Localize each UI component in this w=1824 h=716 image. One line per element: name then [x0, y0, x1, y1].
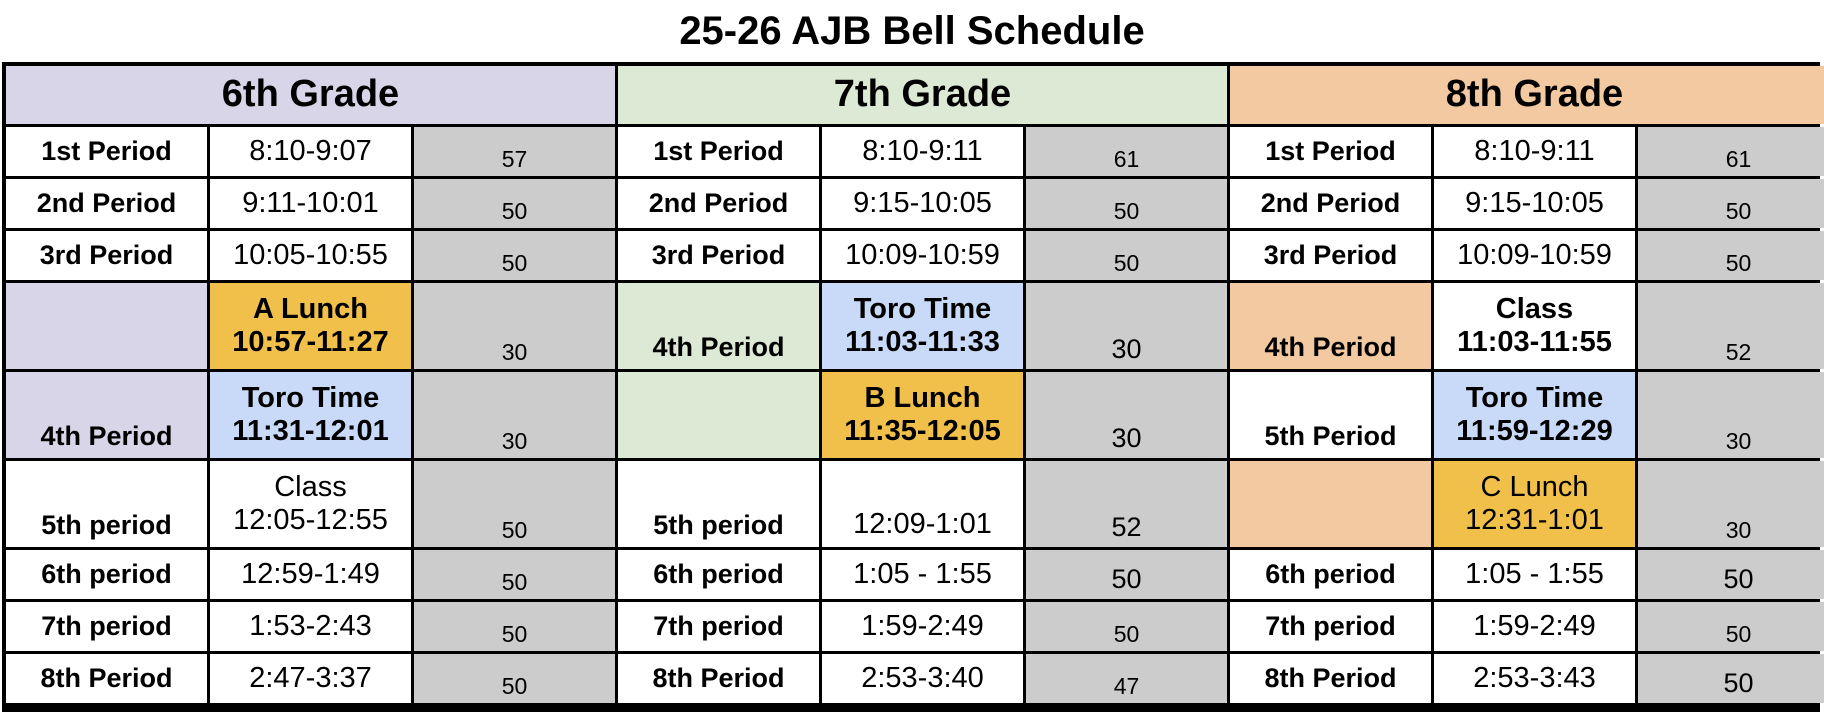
period-label: 7th period — [6, 602, 207, 651]
period-label: 2nd Period — [6, 179, 207, 228]
period-minutes: 30 — [1026, 283, 1227, 369]
grade-header-6th: 6th Grade — [6, 66, 615, 124]
block-time: 11:59-12:29 — [1456, 415, 1613, 447]
block-name: Class — [274, 470, 347, 503]
period-minutes: 30 — [1638, 461, 1824, 547]
period-minutes: 47 — [1026, 654, 1227, 703]
period-time: 2:53-3:43 — [1434, 654, 1635, 703]
period-label: 8th Period — [1230, 654, 1431, 703]
period-label: 5th period — [618, 461, 819, 547]
period-minutes: 50 — [1638, 602, 1824, 651]
block-time: 11:35-12:05 — [844, 415, 1001, 447]
period-label: 1st Period — [6, 127, 207, 176]
period-label — [1230, 461, 1431, 547]
schedule-grid — [2, 62, 1820, 712]
block-time: 11:31-12:01 — [232, 415, 389, 447]
period-minutes: 52 — [1026, 461, 1227, 547]
period-minutes: 50 — [1638, 550, 1824, 599]
period-label: 3rd Period — [618, 231, 819, 280]
block-name: Class — [1495, 292, 1574, 325]
toro-time-block — [822, 283, 1023, 369]
class-block — [210, 461, 411, 547]
period-minutes: 30 — [1026, 372, 1227, 458]
period-minutes: 61 — [1026, 127, 1227, 176]
period-minutes: 30 — [1638, 372, 1824, 458]
period-time: 9:15-10:05 — [822, 179, 1023, 228]
block-time: 11:03-11:55 — [1457, 326, 1612, 358]
period-minutes: 50 — [414, 654, 615, 703]
toro-time-block — [1434, 372, 1635, 458]
period-minutes: 50 — [1638, 231, 1824, 280]
period-label: 2nd Period — [1230, 179, 1431, 228]
block-name: Toro Time — [241, 381, 380, 414]
lunch-block — [822, 372, 1023, 458]
period-label: 5th period — [6, 461, 207, 547]
block-time: 10:57-11:27 — [232, 326, 389, 358]
block-name: Toro Time — [1465, 381, 1604, 414]
period-time: 2:53-3:40 — [822, 654, 1023, 703]
period-label: 6th period — [1230, 550, 1431, 599]
period-time: 8:10-9:11 — [1434, 127, 1635, 176]
page-title: 25-26 AJB Bell Schedule — [679, 8, 1145, 53]
period-time: 12:09-1:01 — [822, 461, 1023, 547]
period-time: 12:59-1:49 — [210, 550, 411, 599]
period-minutes: 50 — [1638, 654, 1824, 703]
period-label: 4th Period — [618, 283, 819, 369]
period-time: 1:05 - 1:55 — [1434, 550, 1635, 599]
period-label: 4th Period — [6, 372, 207, 458]
period-label: 7th period — [1230, 602, 1431, 651]
period-minutes: 50 — [1026, 550, 1227, 599]
period-label: 3rd Period — [6, 231, 207, 280]
period-label: 4th Period — [1230, 283, 1431, 369]
period-label — [6, 283, 207, 369]
period-label: 6th period — [618, 550, 819, 599]
period-label: 3rd Period — [1230, 231, 1431, 280]
period-minutes: 50 — [414, 550, 615, 599]
period-label: 7th period — [618, 602, 819, 651]
block-name: C Lunch — [1480, 470, 1589, 503]
period-minutes: 50 — [1638, 179, 1824, 228]
period-time: 10:09-10:59 — [822, 231, 1023, 280]
period-label: 8th Period — [618, 654, 819, 703]
period-time: 8:10-9:07 — [210, 127, 411, 176]
period-time: 1:59-2:49 — [822, 602, 1023, 651]
period-minutes: 50 — [414, 231, 615, 280]
grade-header-8th: 8th Grade — [1230, 66, 1824, 124]
period-minutes: 30 — [414, 372, 615, 458]
period-minutes: 50 — [414, 602, 615, 651]
block-time: 11:03-11:33 — [845, 326, 1000, 358]
period-time: 10:09-10:59 — [1434, 231, 1635, 280]
period-label: 2nd Period — [618, 179, 819, 228]
class-block — [1434, 283, 1635, 369]
period-time: 9:11-10:01 — [210, 179, 411, 228]
period-label — [618, 372, 819, 458]
period-time: 8:10-9:11 — [822, 127, 1023, 176]
period-minutes: 50 — [1026, 602, 1227, 651]
period-label: 1st Period — [618, 127, 819, 176]
period-minutes: 50 — [1026, 231, 1227, 280]
period-minutes: 52 — [1638, 283, 1824, 369]
block-name: B Lunch — [864, 381, 981, 414]
lunch-block — [210, 283, 411, 369]
period-minutes: 57 — [414, 127, 615, 176]
block-name: Toro Time — [853, 292, 992, 325]
period-label: 1st Period — [1230, 127, 1431, 176]
period-minutes: 50 — [414, 179, 615, 228]
block-name: A Lunch — [253, 292, 368, 325]
grade-header-7th: 7th Grade — [618, 66, 1227, 124]
period-minutes: 50 — [414, 461, 615, 547]
period-minutes: 30 — [414, 283, 615, 369]
period-time: 1:53-2:43 — [210, 602, 411, 651]
schedule-table — [2, 62, 1820, 712]
period-label: 6th period — [6, 550, 207, 599]
period-time: 9:15-10:05 — [1434, 179, 1635, 228]
period-label: 5th Period — [1230, 372, 1431, 458]
period-time: 1:59-2:49 — [1434, 602, 1635, 651]
period-time: 1:05 - 1:55 — [822, 550, 1023, 599]
period-time: 10:05-10:55 — [210, 231, 411, 280]
period-minutes: 50 — [1026, 179, 1227, 228]
block-time: 12:31-1:01 — [1465, 504, 1604, 536]
period-label: 8th Period — [6, 654, 207, 703]
block-time: 12:05-12:55 — [233, 504, 388, 536]
lunch-block — [1434, 461, 1635, 547]
period-time: 2:47-3:37 — [210, 654, 411, 703]
period-minutes: 61 — [1638, 127, 1824, 176]
toro-time-block — [210, 372, 411, 458]
